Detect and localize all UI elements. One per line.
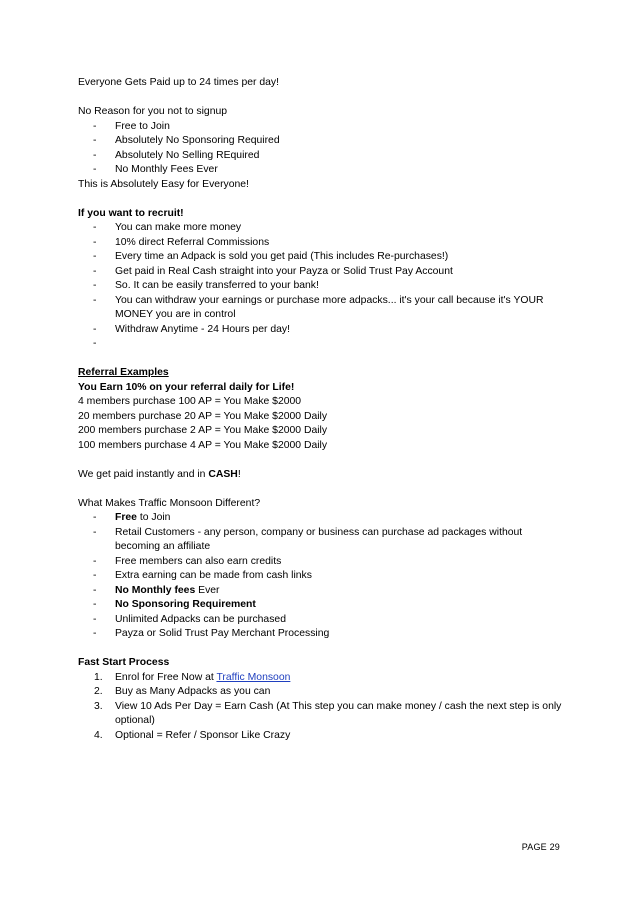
list-item-text: Optional = Refer / Sponsor Like Crazy <box>115 729 291 741</box>
fast-start-heading: Fast Start Process <box>78 657 170 668</box>
paid-cash-emphasis: CASH <box>208 468 238 480</box>
list-item <box>78 511 568 526</box>
page-number: PAGE 29 <box>521 842 560 852</box>
list-item <box>78 729 568 744</box>
list-item: - Unlimited Adpacks can be purchased <box>78 613 568 628</box>
list-item-bold: Free <box>115 512 137 523</box>
list-item: - Absolutely No Selling REquired <box>78 149 568 164</box>
list-item <box>78 584 568 599</box>
list-item <box>78 671 568 686</box>
list-item: - Every time an Adpack is sold you get paid (This includes Re-purchases!) <box>78 250 568 265</box>
paid-cash-line <box>78 468 568 483</box>
list-item: - Absolutely No Sponsoring Required <box>78 134 568 149</box>
list-item: - 10% direct Referral Commissions <box>78 236 568 251</box>
list-item: - No Monthly Fees Ever <box>78 163 568 178</box>
list-number: 4. <box>94 729 103 741</box>
list-item: - Payza or Solid Trust Pay Merchant Processing <box>78 627 568 642</box>
referral-example: 4 members purchase 100 AP = You Make $2000 <box>78 396 302 407</box>
list-item: - You can make more money <box>78 221 568 236</box>
list-item: - Extra earning can be made from cash links <box>78 569 568 584</box>
list-item-text: View 10 Ads Per Day = Earn Cash (At This step you can make money / cash the next step is only optional) <box>115 700 562 726</box>
reasons-list <box>78 120 568 178</box>
fast-start-list <box>78 671 568 744</box>
different-list <box>78 511 568 642</box>
referral-example: 100 members purchase 4 AP = You Make $2000 Daily <box>78 439 328 451</box>
referral-example: 20 members purchase 20 AP = You Make $2000 Daily <box>78 410 328 422</box>
intro-easy-line: This is Absolutely Easy for Everyone! <box>78 178 249 190</box>
referral-subheading: You Earn 10% on your referral daily for Life! <box>78 381 295 393</box>
list-item <box>78 685 568 700</box>
list-number: 1. <box>94 671 103 683</box>
list-item-bold: No Monthly fees <box>115 584 196 596</box>
intro-line: Everyone Gets Paid up to 24 times per day! <box>78 77 279 88</box>
list-item: - Get paid in Real Cash straight into your Payza or Solid Trust Pay Account <box>78 265 568 280</box>
list-item-bold: No Sponsoring Requirement <box>115 599 256 610</box>
traffic-monsoon-link[interactable]: Traffic Monsoon <box>216 671 291 683</box>
list-item <box>78 700 568 729</box>
referral-heading: Referral Examples <box>78 367 169 378</box>
list-item: - Free members can also earn credits <box>78 555 568 570</box>
list-item-text: Ever <box>195 584 220 596</box>
referral-example: 200 members purchase 2 AP = You Make $2000 Daily <box>78 425 328 436</box>
list-item: - So. It can be easily transferred to your bank! <box>78 279 568 294</box>
list-item: - You can withdraw your earnings or purchase more adpacks... it's your call because it's YOUR MONEY you are in control <box>78 294 568 323</box>
list-number: 3. <box>94 700 103 712</box>
list-item: - Withdraw Anytime - 24 Hours per day! <box>78 323 568 338</box>
list-item: - Free to Join <box>78 120 568 135</box>
list-item <box>78 598 568 613</box>
list-number: 2. <box>94 686 103 697</box>
paid-cash-prefix: We get paid instantly and in <box>78 468 209 480</box>
list-item: - Retail Customers - any person, company or business can purchase ad packages without becoming an affiliate <box>78 526 568 555</box>
page-content <box>78 76 568 743</box>
recruit-heading: If you want to recruit! <box>78 207 184 219</box>
paid-cash-suffix: ! <box>237 468 241 480</box>
list-item-empty <box>78 337 568 352</box>
different-heading: What Makes Traffic Monsoon Different? <box>78 497 261 509</box>
recruit-list <box>78 221 568 352</box>
intro-reason-heading: No Reason for you not to signup <box>78 106 228 117</box>
list-item-text: Buy as Many Adpacks as you can <box>115 686 271 697</box>
list-item-text: Enrol for Free Now at <box>115 671 217 683</box>
list-item-text: to Join <box>136 512 171 523</box>
